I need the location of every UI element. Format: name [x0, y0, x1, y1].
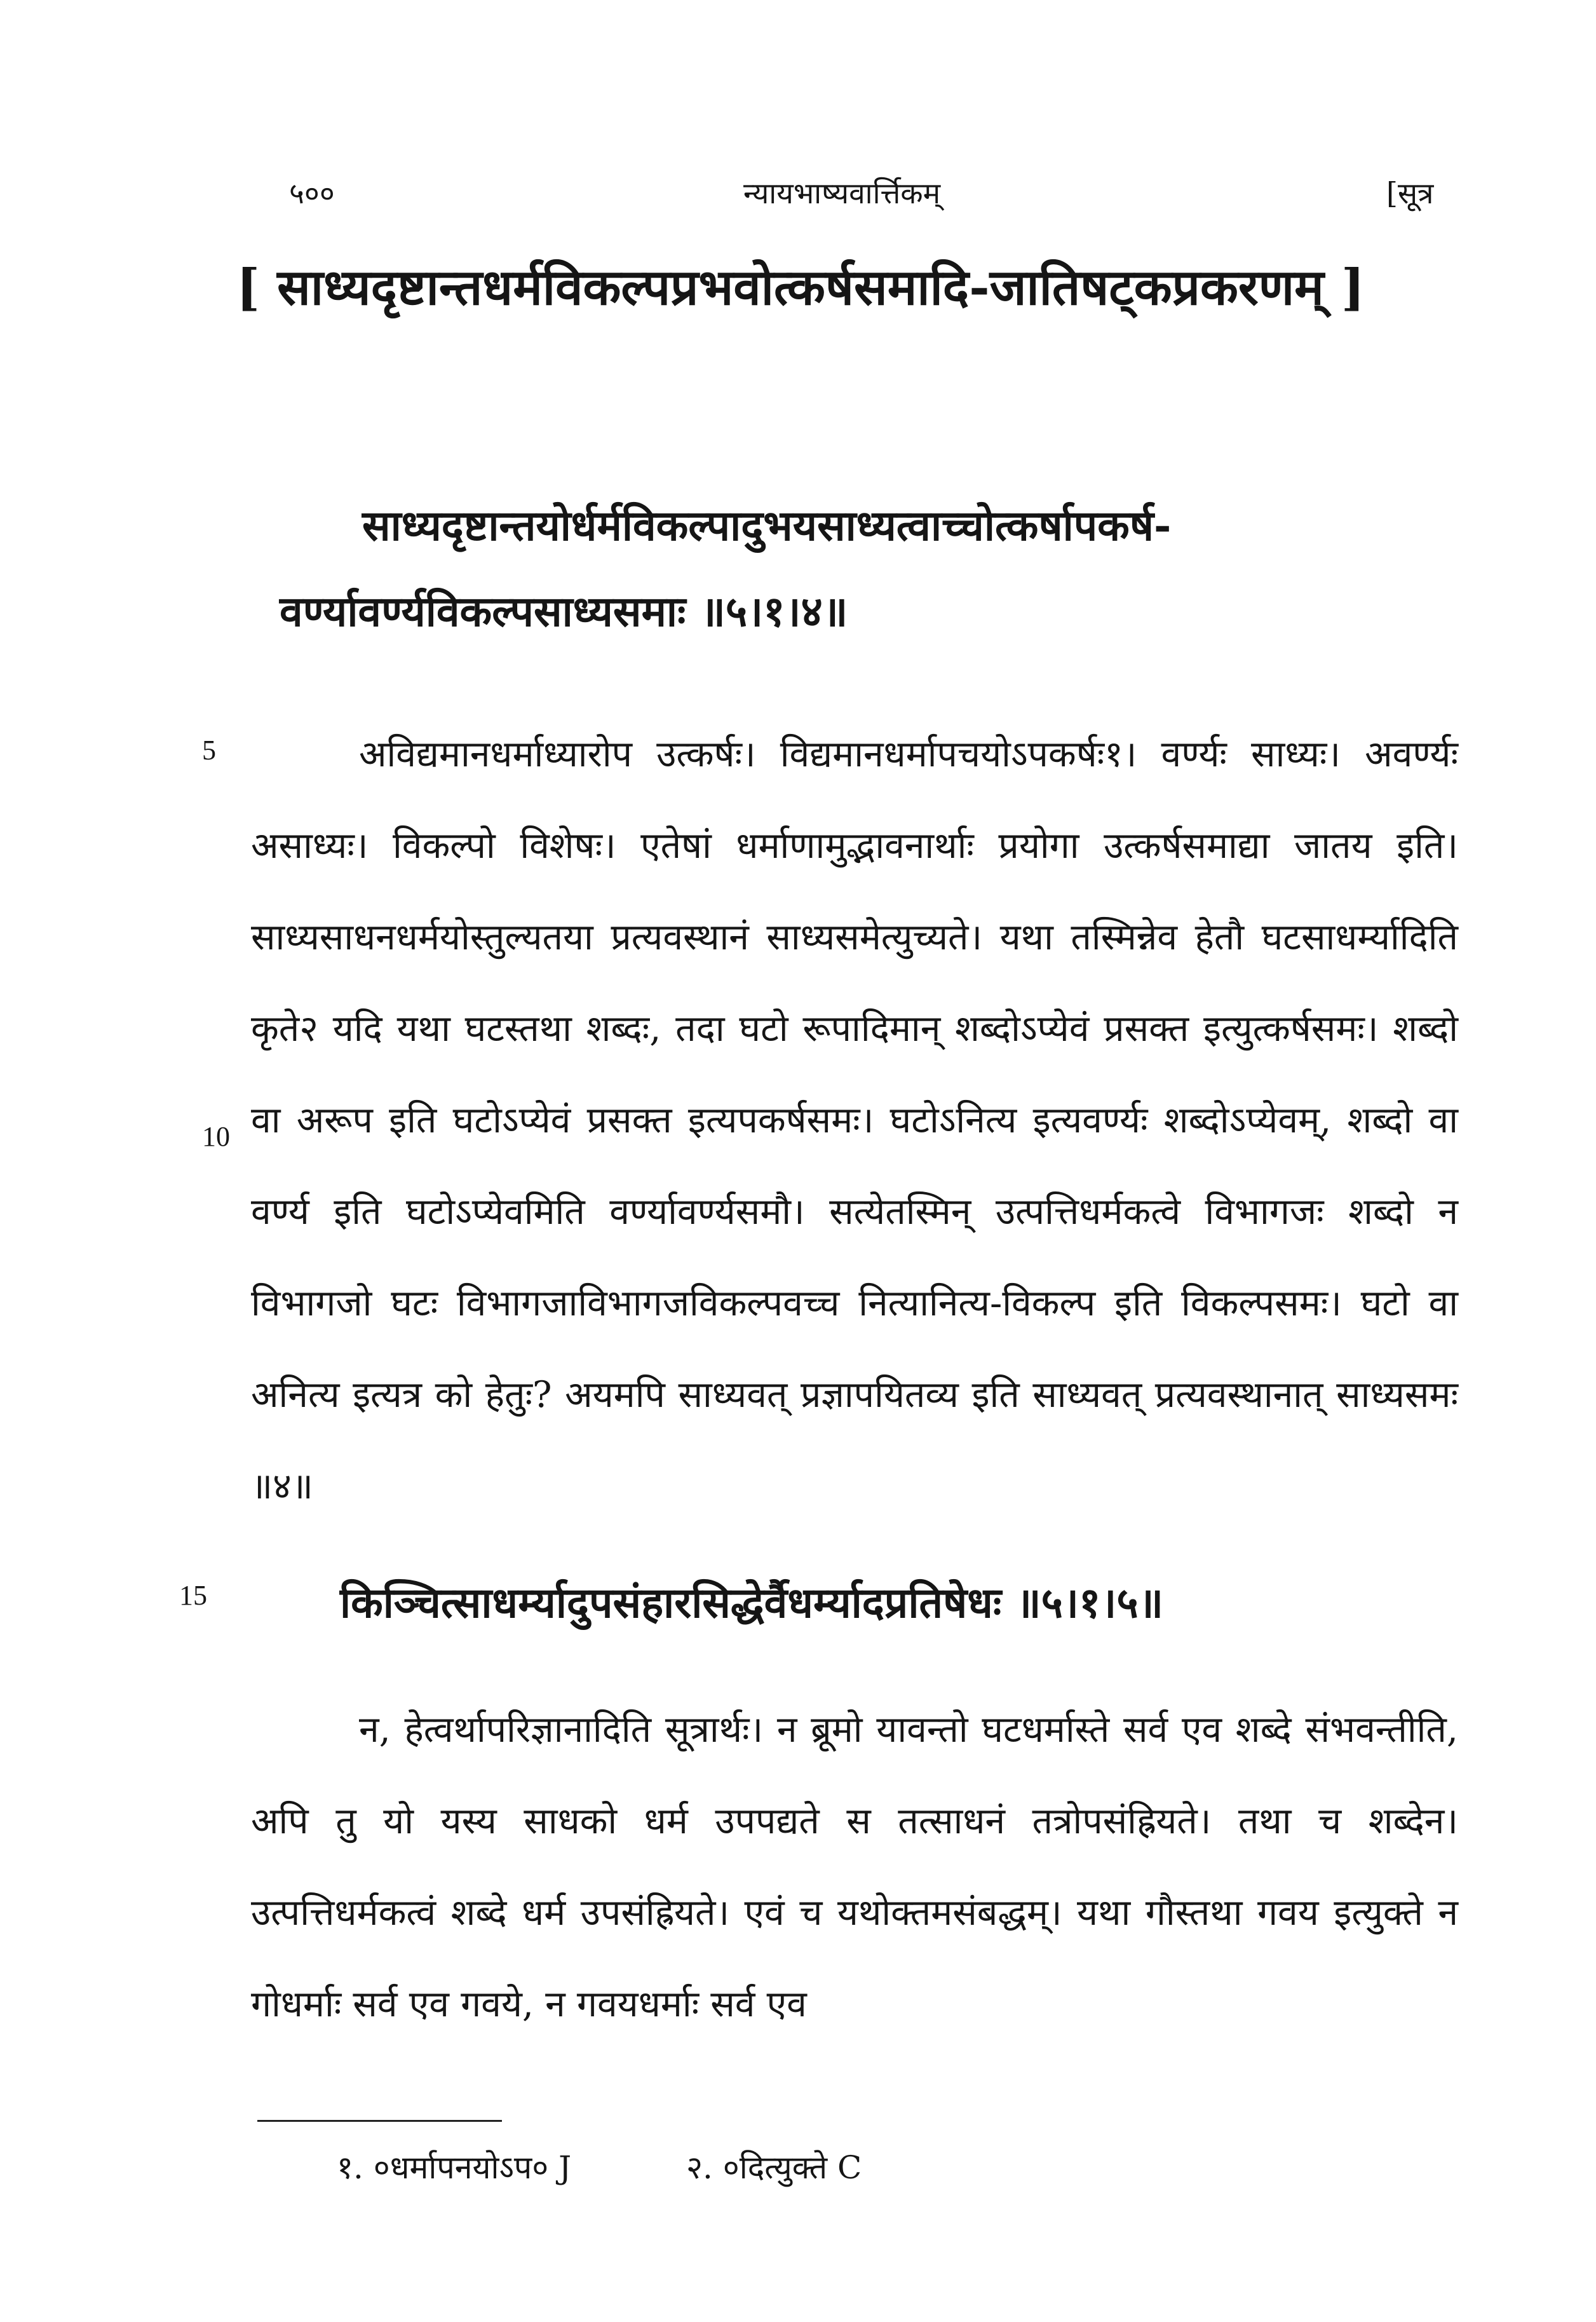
section-title: [ साध्यदृष्टान्तधर्मविकल्पप्रभवोत्कर्षसमादि-जातिषट्कप्रकरणम् ]	[236, 259, 1365, 316]
running-title: न्यायभाष्यवार्त्तिकम्	[743, 176, 941, 210]
sutra-heading-5: किञ्चित्साधर्म्यादुपसंहारसिद्धेर्वैधर्म्यादप्रतिषेधः ॥५।१।५॥	[340, 1578, 1164, 1627]
sutra-line-2: वर्ण्यावर्ण्यविकल्पसाध्यसमाः ॥५।१।४॥	[280, 587, 848, 636]
paragraph-text: अविद्यमानधर्माध्यारोप उत्कर्षः। विद्यमानधर्मापचयोऽपकर्षः१। वर्ण्यः साध्यः। अवर्ण्यः असाध्यः। विकल्पो विशेषः। एतेषां धर्माणामुद्भावनार्थाः प्रयोगा उत्कर्षसमाद्या जातय इति। साध्यसाधनधर्मयोस्तुल्यतया प्रत्यवस्थानं साध्यसमेत्युच्यते। यथा तस्मिन्नेव हेतौ घटसाधर्म्यादिति कृते२ यदि यथा घटस्तथा शब्दः, तदा घटो रूपादिमान् शब्दोऽप्येवं प्रसक्त इत्युत्कर्षसमः। शब्दो वा अरूप इति घटोऽप्येवं प्रसक्त इत्यपकर्षसमः। घटोऽनित्य इत्यवर्ण्यः शब्दोऽप्येवम्, शब्दो वा वर्ण्य इति घटोऽप्येवमिति वर्ण्यावर्ण्यसमौ। सत्येतस्मिन् उत्पत्तिधर्मकत्वे विभागजः शब्दो न विभागजो घटः विभागजाविभागजविकल्पवच्च नित्यानित्य-विकल्प इति विकल्पसमः। घटो वा अनित्य इत्यत्र को हेतुः? अयमपि साध्यवत् प्रज्ञापयितव्य इति साध्यवत् प्रत्यवस्थानात् साध्यसमः ॥४॥	[251, 733, 1458, 1507]
commentary-paragraph-2	[251, 1684, 1458, 2050]
line-number-15: 15	[179, 1580, 207, 1611]
paragraph-text: न, हेत्वर्थापरिज्ञानादिति सूत्रार्थः। न ब्रूमो यावन्तो घटधर्मास्ते सर्व एव शब्दे संभवन्तीति, अपि तु यो यस्य साधको धर्म उपपद्यते स तत्साधनं तत्रोपसंह्रियते। तथा च शब्देन। उत्पत्तिधर्मकत्वं शब्दे धर्म उपसंह्रियते। एवं च यथोक्तमसंबद्धम्। यथा गौस्तथा गवय इत्युक्ते न गोधर्माः सर्व एव गवये, न गवयधर्माः सर्व एव	[251, 1709, 1458, 2025]
section-marker: [सूत्र	[1386, 176, 1434, 210]
footnote-divider	[257, 2120, 502, 2122]
sutra-line-1: साध्यदृष्टान्तयोर्धर्मविकल्पादुभयसाध्यत्वाच्चोत्कर्षापकर्ष-	[362, 501, 1172, 550]
commentary-paragraph-1	[251, 709, 1458, 1532]
sutra-heading-4	[280, 483, 1461, 655]
page-number: ५००	[289, 176, 335, 210]
line-number-5: 5	[202, 735, 216, 766]
footnote-2: २. ०दित्युक्ते C	[686, 2149, 862, 2186]
line-number-10: 10	[202, 1121, 230, 1152]
footnote-1: १. ०धर्मापनयोऽप० J	[337, 2149, 572, 2186]
